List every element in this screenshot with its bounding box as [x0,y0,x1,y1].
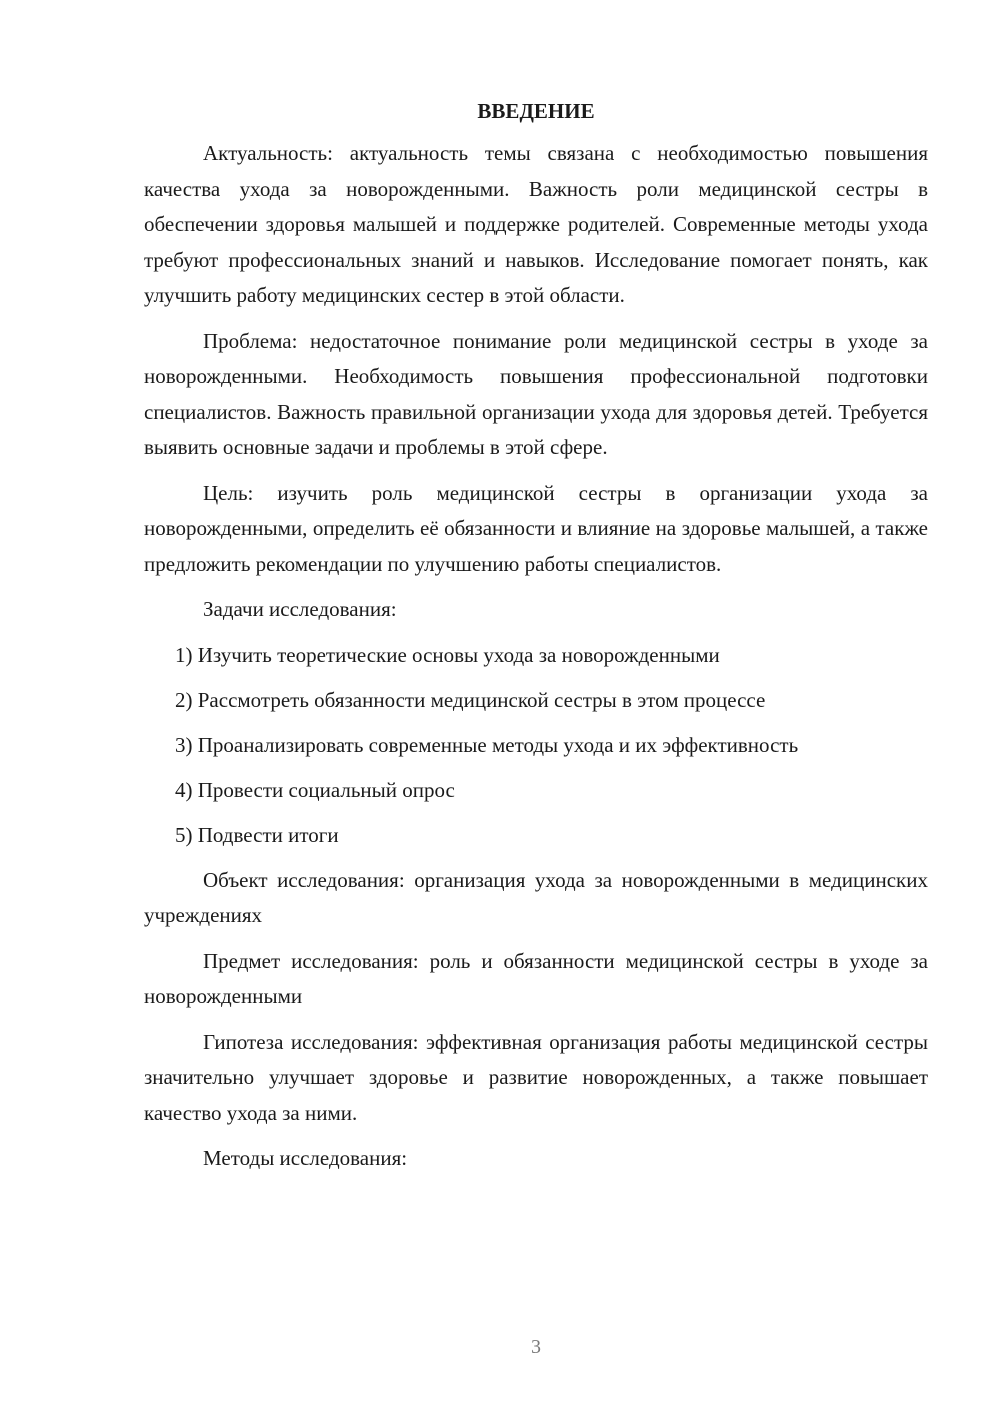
tasks-list [144,638,928,854]
section-heading: ВВЕДЕНИЕ [477,99,595,123]
methods-title: Методы исследования: [203,1146,408,1170]
task-item: 5) Подвести итоги [175,822,339,847]
relevance-paragraph: Актуальность: актуальность темы связана с необходимостью повышения качества ухода за новорожденными. Важность роли медицинской сестры в обеспечении здоровья малышей и поддержке родителей. Современные методы ухода требуют профессиональных знаний и навыков. Исследование помогает понять, как улучшить работу медицинских сестер в этой области. [144,141,928,307]
task-item: 2) Рассмотреть обязанности медицинской сестры в этом процессе [175,687,766,712]
document-page [144,96,928,1187]
task-item: 1) Изучить теоретические основы ухода за новорожденными [175,642,720,667]
tasks-title: Задачи исследования: [203,597,397,621]
problem-paragraph: Проблема: недостаточное понимание роли медицинской сестры в уходе за новорожденными. Необходимость повышения профессиональной подготовки специалистов. Важность правильной организации ухода для здоровья детей. Требуется выявить основные задачи и проблемы в этой сфере. [144,328,928,459]
task-item: 4) Провести социальный опрос [175,777,455,802]
hypothesis-paragraph: Гипотеза исследования: эффективная организация работы медицинской сестры значительно улучшает здоровье и развитие новорожденных, а также повышает качество ухода за ними. [144,1029,928,1125]
goal-paragraph: Цель: изучить роль медицинской сестры в организации ухода за новорожденными, определить её обязанности и влияние на здоровье малышей, а также предложить рекомендации по улучшению работы специалистов. [144,480,928,576]
task-item: 3) Проанализировать современные методы ухода и их эффективность [175,732,799,757]
page-number: 3 [531,1336,541,1358]
subject-paragraph: Предмет исследования: роль и обязанности медицинской сестры в уходе за новорожденными [144,948,928,1008]
object-paragraph: Объект исследования: организация ухода за новорожденными в медицинских учреждениях [144,867,928,927]
